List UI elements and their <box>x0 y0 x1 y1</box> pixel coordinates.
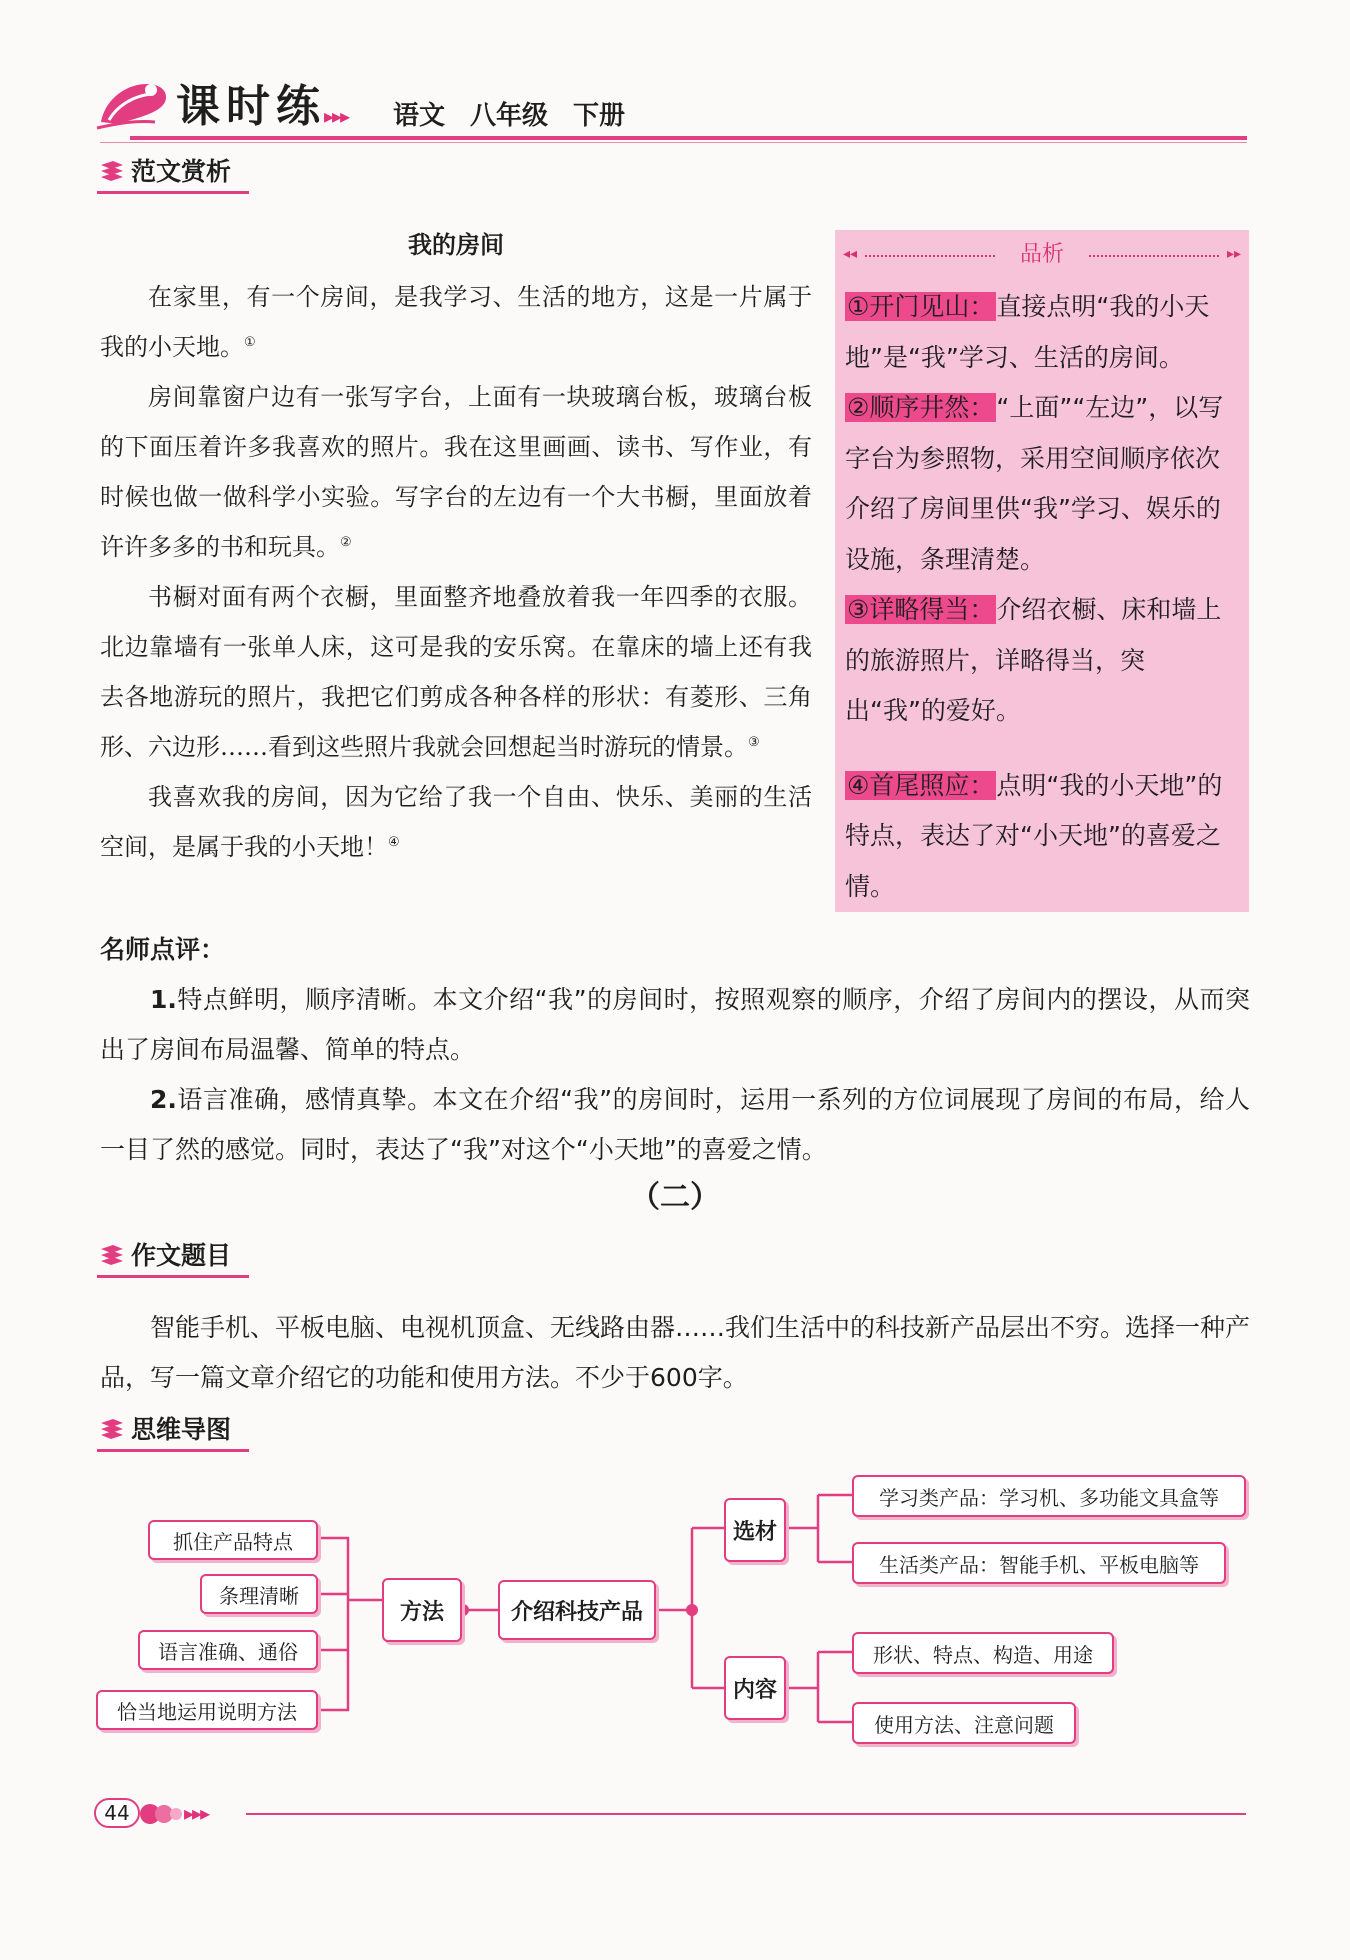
method-item: 语言准确、通俗 <box>138 1630 318 1670</box>
section-label: 作文题目 <box>131 1241 232 1270</box>
header-divider-thin <box>100 142 1247 143</box>
note-marker: ④ <box>388 835 400 850</box>
analysis-item <box>845 585 1241 737</box>
header-volume: 下册 <box>573 101 626 131</box>
paragraph-text: 我喜欢我的房间，因为它给了我一个自由、快乐、美丽的生活空间，是属于我的小天地！ <box>100 783 812 861</box>
essay-paragraph <box>100 372 812 572</box>
content-item: 使用方法、注意问题 <box>852 1702 1076 1744</box>
section-underline <box>97 191 249 194</box>
arrow-right-icon: ▸▸ <box>1226 246 1241 262</box>
analysis-body <box>845 282 1241 912</box>
comment-heading: 名师点评： <box>100 935 226 964</box>
method-item: 抓住产品特点 <box>148 1520 318 1560</box>
books-icon <box>97 1241 127 1271</box>
material-item: 学习类产品：学习机、多功能文具盒等 <box>852 1475 1246 1517</box>
comment-item <box>100 975 1250 1075</box>
essay-topic: 智能手机、平板电脑、电视机顶盒、无线路由器……我们生活中的科技新产品层出不穷。选择一种产品，写一篇文章介绍它的功能和使用方法。不少于600字。 <box>100 1313 1251 1392</box>
note-marker: ③ <box>748 735 760 750</box>
part-heading: （二） <box>630 1180 720 1215</box>
model-essay <box>100 218 812 872</box>
section-heading-mindmap <box>97 1410 231 1450</box>
paragraph-text: 房间靠窗户边有一张写字台，上面有一块玻璃台板，玻璃台板的下面压着许多我喜欢的照片。我在这里画画、读书、写作业，有时候也做一做科学小实验。写字台的左边有一个大书橱，里面放着许许多多的书和玩具。 <box>100 383 812 561</box>
analysis-tag: ②顺序井然： <box>847 393 995 422</box>
analysis-panel <box>835 230 1249 912</box>
content-node: 内容 <box>724 1656 786 1720</box>
page-dots-icon <box>140 1800 182 1828</box>
section-label: 范文赏析 <box>131 157 232 186</box>
essay-paragraph <box>100 572 812 772</box>
books-icon <box>97 1415 127 1445</box>
footer-arrows-icon: ▸▸▸ <box>184 1801 209 1825</box>
analysis-text: 介绍衣橱、床和墙上的旅游照片，详略得当，突出“我”的爱好。 <box>845 595 1222 725</box>
analysis-item <box>845 383 1241 585</box>
note-marker: ② <box>340 535 352 550</box>
header-grade: 八年级 <box>470 101 549 131</box>
footer-divider <box>246 1813 1246 1815</box>
method-node: 方法 <box>382 1578 462 1642</box>
dotted-divider <box>1089 255 1219 257</box>
material-item: 生活类产品：智能手机、平板电脑等 <box>852 1542 1226 1584</box>
books-icon <box>97 157 127 187</box>
section-underline <box>97 1275 249 1278</box>
section-heading-model-essay <box>97 152 231 192</box>
analysis-label: 品析 <box>1019 242 1064 267</box>
logo-icon <box>95 70 173 132</box>
note-marker: ① <box>244 335 256 350</box>
comment-text: 语言准确，感情真挚。本文在介绍“我”的房间时，运用一系列的方位词展现了房间的布局，给人一目了然的感觉。同时，表达了“我”对这个“小天地”的喜爱之情。 <box>100 1085 1250 1164</box>
analysis-tag: ④首尾照应： <box>847 770 995 800</box>
page-number: 44 <box>94 1798 140 1828</box>
section-heading-topic <box>97 1236 231 1276</box>
header-arrows-icon: ▸▸▸ <box>324 104 349 128</box>
analysis-text: 直接点明“我的小天地”是“我”学习、生活的房间。 <box>845 292 1210 372</box>
analysis-text: 点明“我的小天地”的特点，表达了对“小天地”的喜爱之情。 <box>845 770 1223 901</box>
comment-num: 1. <box>150 985 177 1014</box>
mind-map <box>0 1450 1350 1750</box>
paragraph-text: 在家里，有一个房间，是我学习、生活的地方，这是一片属于我的小天地。 <box>100 283 812 361</box>
paragraph-text: 书橱对面有两个衣橱，里面整齐地叠放着我一年四季的衣服。北边靠墙有一张单人床，这可是我的安乐窝。在靠床的墙上还有我去各地游玩的照片，我把它们剪成各种各样的形状：有菱形、三角形、六边形……看到这些照片我就会回想起当时游玩的情景。 <box>100 583 812 761</box>
essay-title: 我的房间 <box>408 231 504 259</box>
header-divider <box>130 136 1247 140</box>
analysis-text: “上面”“左边”，以写字台为参照物，采用空间顺序依次介绍了房间里供“我”学习、娱乐的设施，条理清楚。 <box>845 393 1224 574</box>
essay-paragraph <box>100 272 812 372</box>
section-label: 思维导图 <box>131 1415 232 1444</box>
comment-item <box>100 1075 1250 1175</box>
analysis-tag: ③详略得当： <box>847 595 995 624</box>
arrow-left-icon: ◂◂ <box>843 246 858 262</box>
comment-num: 2. <box>150 1085 177 1114</box>
method-item: 恰当地运用说明方法 <box>96 1690 318 1730</box>
comment-text: 特点鲜明，顺序清晰。本文介绍“我”的房间时，按照观察的顺序，介绍了房间内的摆设，从而突出了房间布局温馨、简单的特点。 <box>100 985 1250 1064</box>
material-node: 选材 <box>724 1498 786 1562</box>
analysis-item <box>845 282 1241 383</box>
method-item: 条理清晰 <box>200 1574 318 1614</box>
essay-paragraph <box>100 772 812 872</box>
center-node: 介绍科技产品 <box>498 1580 656 1640</box>
analysis-header <box>835 240 1249 270</box>
teacher-comment <box>100 925 1250 1175</box>
content-item: 形状、特点、构造、用途 <box>852 1632 1114 1674</box>
analysis-item <box>845 761 1241 913</box>
analysis-tag: ①开门见山： <box>847 292 995 321</box>
header-title: 课时练 <box>176 81 326 132</box>
header-subject: 语文 <box>393 101 446 131</box>
